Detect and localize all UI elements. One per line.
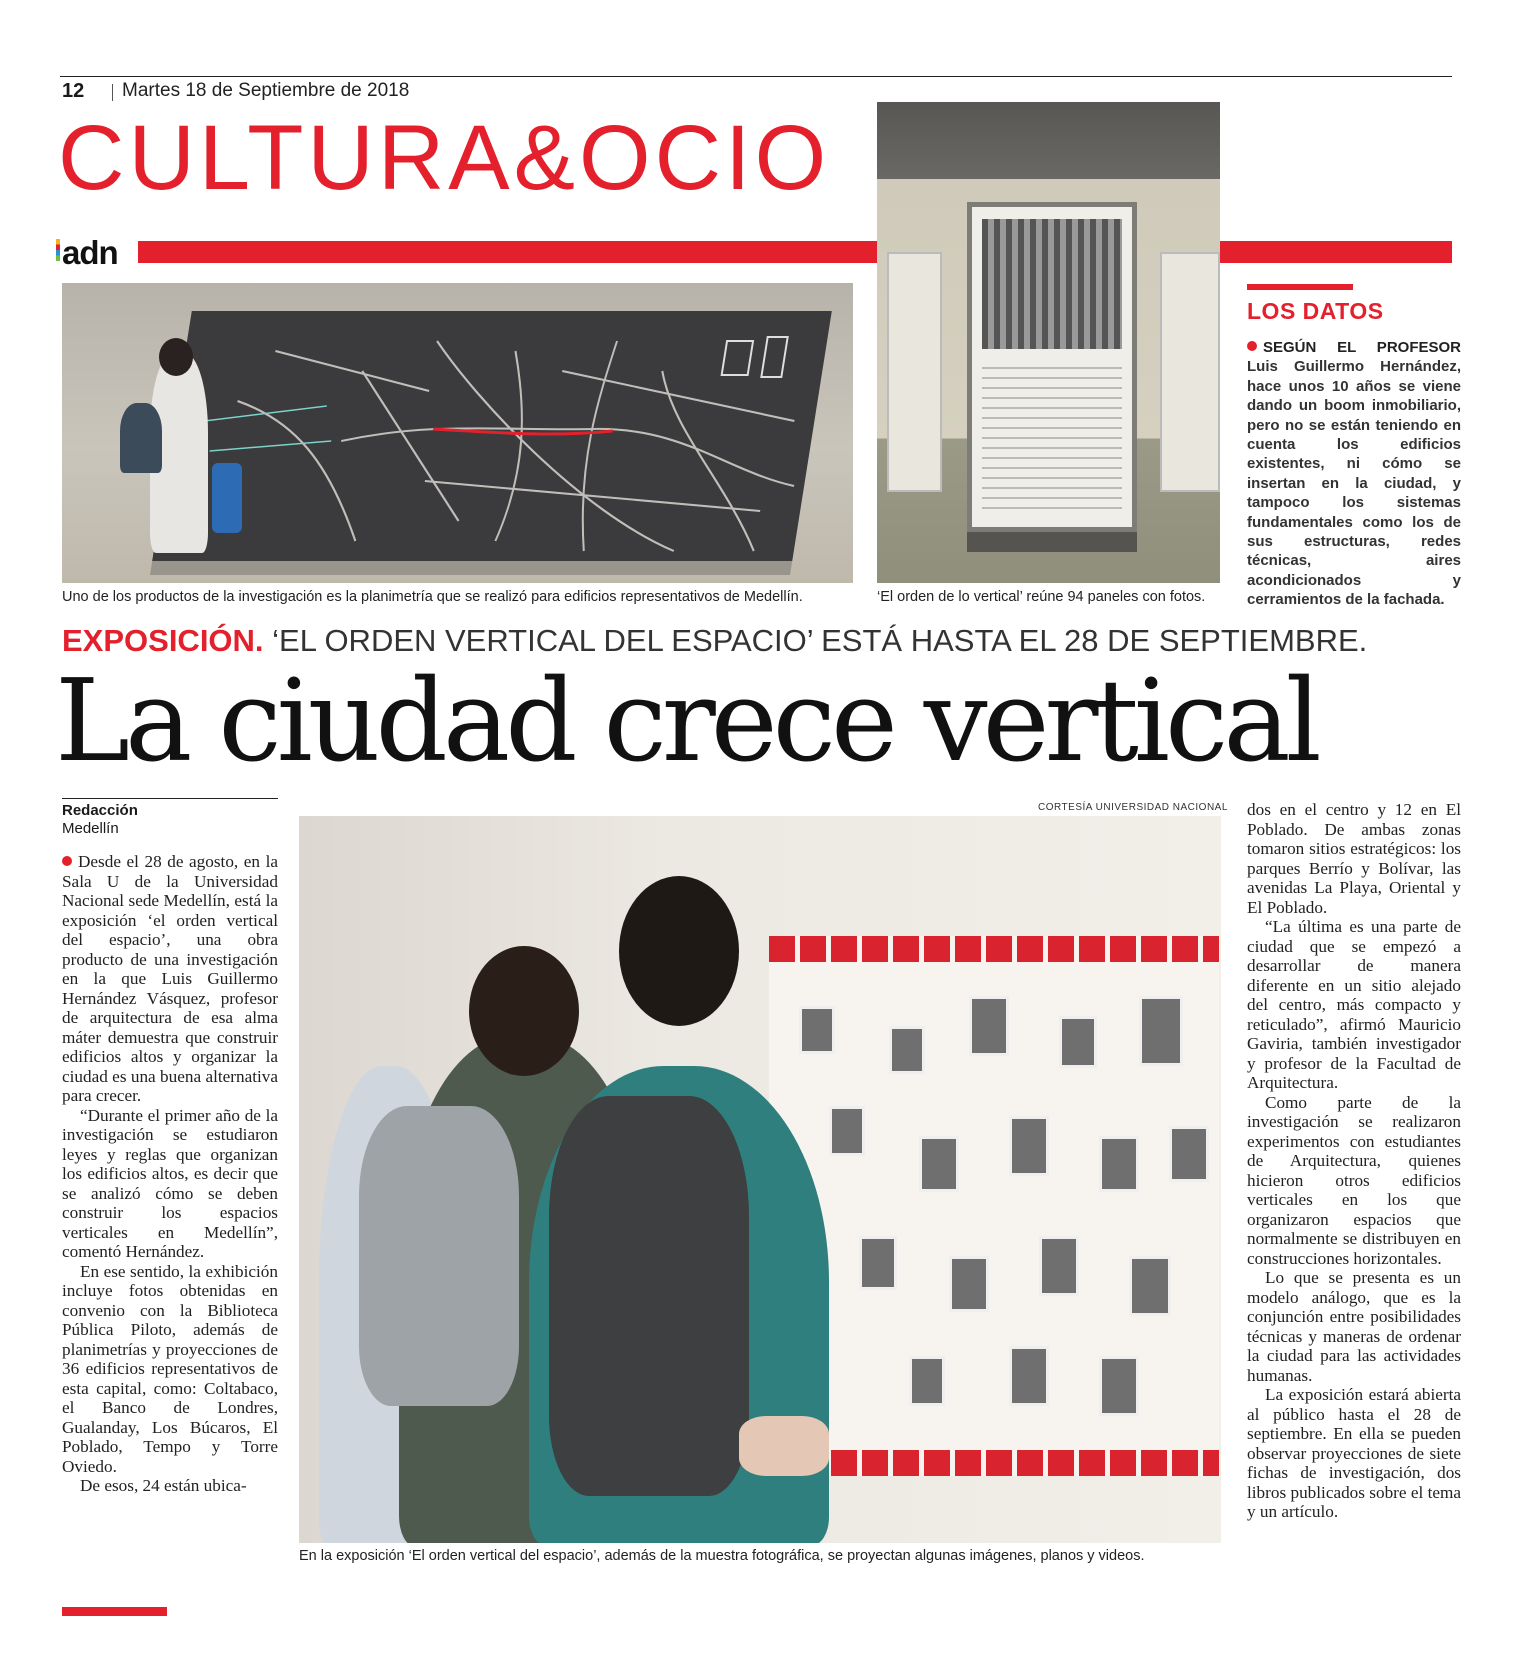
exhibition-panel — [967, 202, 1137, 532]
map-board — [152, 311, 832, 561]
brand-logo-text: adn — [62, 234, 118, 271]
timeline-years-top — [769, 936, 1219, 962]
footer-red-bar — [62, 1607, 167, 1616]
panel-building-photo — [982, 219, 1122, 349]
paragraph: De esos, 24 están ubica- — [80, 1476, 247, 1495]
publication-date: Martes 18 de Septiembre de 2018 — [122, 80, 410, 101]
paragraph: La exposición estará abierta al público hasta el 28 de septiembre. En ella se pueden observar proyecciones de siete fichas de investigación, dos libros publicados sobre el tema y un artículo. — [1247, 1385, 1461, 1521]
timeline-photo — [829, 1106, 865, 1156]
paragraph: Lo que se presenta es un modelo análogo, que es la conjunción entre posibilidades técnicas y maneras de ordenar la ciudad para las actividades humanas. — [1247, 1268, 1461, 1385]
map-streets — [152, 311, 832, 561]
photo-planimetry — [62, 283, 853, 583]
caption-panels: ‘El orden de lo vertical’ reúne 94 paneles con fotos. — [877, 589, 1206, 605]
paragraph: dos en el centro y 12 en El Poblado. De ambas zonas tomaron sitios estratégicos: los parques Berrío y Bolívar, las avenidas La Playa, Oriental y El Poblado. — [1247, 800, 1461, 917]
article-column-3 — [1247, 800, 1461, 1522]
kicker — [62, 625, 1367, 656]
timeline-photo — [1059, 1016, 1097, 1068]
datos-rule — [1247, 284, 1353, 290]
timeline-photo — [799, 1006, 835, 1054]
timeline-photo — [909, 1356, 945, 1406]
caption-main-photo: En la exposición ‘El orden vertical del espacio’, además de la muestra fotográfica, se proyectan algunas imágenes, planos y videos. — [299, 1548, 1145, 1564]
timeline-photo — [949, 1256, 989, 1312]
article-column-1 — [62, 852, 278, 1496]
timeline-photo — [1169, 1126, 1209, 1182]
byline-rule — [62, 798, 278, 799]
paragraph-text: Desde el 28 de agosto, en la Sala U de la Universidad Nacional sede Medellín, está la exposición ‘el orden vertical del espacio’, una obra producto de una investigación en la que Luis Guillermo Hernández Vásquez, profesor de arquitectura de esa alma máter demuestra que construir edificios altos y organizar la ciudad es una buena alternativa para crecer. — [62, 852, 278, 1105]
headline: La ciudad crece vertical — [55, 655, 1317, 787]
paragraph: “Durante el primer año de la investigación se estudiaron leyes y reglas que organizan los edificios altos, es decir que se analizó cómo se deben construir los espacios verticales en Medellín”, comentó Hernández. — [62, 1105, 278, 1261]
datos-text — [1247, 338, 1461, 610]
timeline-photo — [1099, 1356, 1139, 1416]
timeline-photo — [1039, 1236, 1079, 1296]
visitor-backpack-dark — [549, 1096, 749, 1496]
kicker-label: EXPOSICIÓN. — [62, 623, 264, 658]
visitor-head — [159, 338, 193, 376]
header-separator — [112, 84, 113, 101]
paragraph: En ese sentido, la exhibición incluye fotos obtenidas en convenio con la Biblioteca Pública Piloto, además de planimetrías y proyecciones de 36 edificios representativos de esta capital, como: Coltabaco, el Banco de Londres, Gualanday, Los Búcaros, El Poblado, Tempo y Torre Oviedo. — [62, 1261, 278, 1476]
paragraph — [62, 852, 278, 1106]
section-red-bar-left — [138, 241, 877, 263]
timeline-photo — [1099, 1136, 1139, 1192]
bullet-icon — [1247, 341, 1257, 351]
visitor-backpack — [120, 403, 162, 473]
timeline-photo — [1009, 1346, 1049, 1406]
side-wall-left — [887, 252, 942, 492]
photo-main-exhibition — [299, 816, 1221, 1543]
byline-author: Redacción — [62, 802, 138, 819]
visitor-hand — [739, 1416, 829, 1476]
byline-location: Medellín — [62, 820, 119, 837]
section-red-bar-right — [1220, 241, 1452, 263]
top-rule — [60, 76, 1452, 77]
bullet-icon — [62, 856, 72, 866]
paragraph: “La última es una parte de ciudad que se empezó a desarrollar de manera diferente en un sitio alejado del centro, más compacto y reticulado”, afirmó Mauricio Gaviria, también investigador y profesor de la Facultad de Arquitectura. — [1247, 917, 1461, 1092]
panel-text-lines — [982, 367, 1122, 517]
kicker-text: ‘EL ORDEN VERTICAL DEL ESPACIO’ ESTÁ HASTA EL 28 DE SEPTIEMBRE. — [272, 623, 1368, 658]
timeline-photo — [1139, 996, 1183, 1066]
side-wall-right — [1160, 252, 1220, 492]
timeline-photo — [1009, 1116, 1049, 1176]
paragraph: Como parte de la investigación se realizaron experimentos con estudiantes de Arquitectura, quienes hicieron otros edificios verticales en los que organizaron espacios que normalmente se distribuyen en construcciones horizontales. — [1247, 1092, 1461, 1268]
page-number: 12 — [62, 80, 85, 102]
datos-heading: LOS DATOS — [1247, 298, 1384, 324]
visitor-right-head — [619, 876, 739, 1026]
visitor-backpack-grey — [359, 1106, 519, 1406]
timeline-photo — [919, 1136, 959, 1192]
timeline-wall — [769, 936, 1219, 1476]
photo-credit: CORTESÍA UNIVERSIDAD NACIONAL — [1038, 802, 1228, 813]
panel-base — [967, 532, 1137, 552]
datos-body: Luis Guillermo Hernández, hace unos 10 años se viene dando un boom inmobiliario, pero no se están teniendo en cuenta los edificios existentes, ni cómo se insertan en la ciudad, y tampoco los sistemas fundamentales como los de sus estructuras, redes técnicas, aires acondicionados y cerramientos de la fachada. — [1247, 358, 1461, 609]
photo-exhibition-panel — [877, 102, 1220, 583]
timeline-years-bottom — [769, 1450, 1219, 1476]
timeline-photo — [969, 996, 1009, 1056]
caption-planimetry: Uno de los productos de la investigación es la planimetría que se realizó para edificios representativos de Medellín. — [62, 589, 803, 605]
brand-logo — [62, 236, 118, 269]
section-title: CULTURA&OCIO — [58, 107, 831, 209]
timeline-photo — [889, 1026, 925, 1074]
datos-lead: SEGÚN EL PROFESOR — [1263, 339, 1461, 356]
visitor-middle-head — [469, 946, 579, 1076]
timeline-photo — [1129, 1256, 1171, 1316]
visitor-bag — [212, 463, 242, 533]
timeline-photo — [859, 1236, 897, 1290]
brand-logo-dots — [56, 239, 60, 261]
